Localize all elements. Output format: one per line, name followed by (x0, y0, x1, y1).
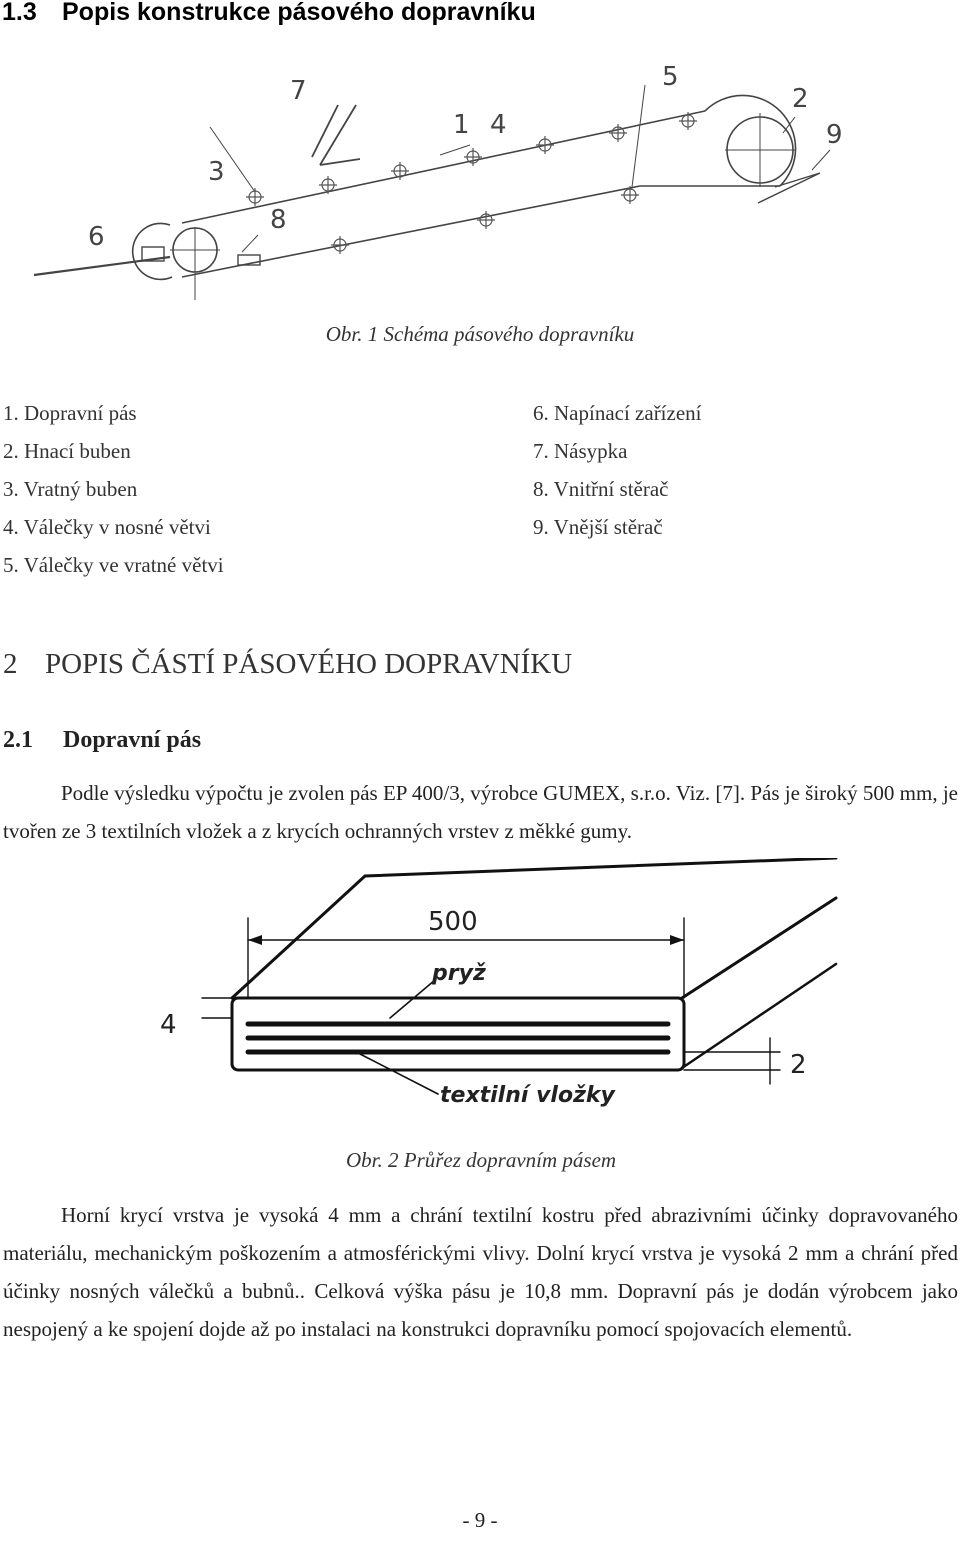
callout-8: 8 (270, 205, 287, 235)
legend-item: 2. Hnací buben (3, 439, 131, 463)
conveyor-schematic-figure (20, 55, 860, 315)
legend-item: 4. Válečky v nosné větvi (3, 515, 211, 539)
section-number: 2.1 (3, 727, 33, 753)
callout-2: 2 (792, 84, 809, 114)
legend-item: 1. Dopravní pás (3, 401, 137, 425)
legend-left-column (3, 394, 224, 584)
section-title: Popis konstrukce pásového dopravníku (62, 0, 536, 26)
page-number: - 9 - (462, 1508, 498, 1532)
section-title: POPIS ČÁSTÍ PÁSOVÉHO DOPRAVNÍKU (45, 648, 573, 680)
top-thickness-label: 4 (160, 1010, 177, 1040)
callout-9: 9 (826, 120, 843, 150)
legend-item: 7. Násypka (533, 439, 628, 463)
callout-1: 1 (453, 110, 470, 140)
section-1-3-heading (2, 0, 536, 27)
figure-2-caption: Obr. 2 Průřez dopravním pásem (346, 1148, 617, 1172)
paragraph-cover-layers: Horní krycí vrstva je vysoká 4 mm a chrání textilní kostru před abrazivními účinky dopravovaného materiálu, mechanickým poškozením a atmosférickými vlivy. Dolní krycí vrstva je vysoká 2 mm a chrání před účinky nosných válečků a bubnů.. Celková výška pásu je 10,8 mm. Dopravní pás je dodán výrobcem jako nespojený a ke spojení dojde až po instalaci na konstrukci dopravníku pomocí spojovacích elementů. (3, 1203, 958, 1341)
section-number: 1.3 (2, 0, 37, 26)
legend-item: 9. Vnější stěrač (533, 515, 663, 539)
section-title: Dopravní pás (63, 727, 202, 753)
callout-4: 4 (490, 110, 507, 140)
legend-item: 6. Napínací zařízení (533, 401, 702, 425)
width-dimension-label: 500 (428, 907, 478, 937)
callout-6: 6 (88, 222, 105, 252)
figure-1-caption: Obr. 1 Schéma pásového dopravníku (325, 322, 635, 346)
belt-cross-section-figure (150, 858, 850, 1124)
legend-right-column (533, 394, 702, 546)
section-2-heading (3, 648, 572, 681)
rubber-label: pryž (432, 961, 486, 986)
legend-item: 8. Vnitřní stěrač (533, 477, 669, 501)
legend-item: 3. Vratný buben (3, 477, 138, 501)
callout-3: 3 (208, 157, 225, 187)
callout-5: 5 (662, 62, 679, 92)
paragraph-belt-selection: Podle výsledku výpočtu je zvolen pás EP 400/3, výrobce GUMEX, s.r.o. Viz. [7]. Pás je široký 500 mm, je tvořen ze 3 textilních vložek a z krycích ochranných vrstev z měkké gumy. (3, 781, 958, 843)
textile-inserts-label: textilní vložky (440, 1083, 615, 1108)
bottom-thickness-label: 2 (790, 1050, 807, 1080)
callout-7: 7 (290, 76, 307, 106)
legend-item: 5. Válečky ve vratné větvi (3, 553, 224, 577)
section-2-1-heading (3, 727, 201, 754)
section-number: 2 (3, 648, 18, 680)
